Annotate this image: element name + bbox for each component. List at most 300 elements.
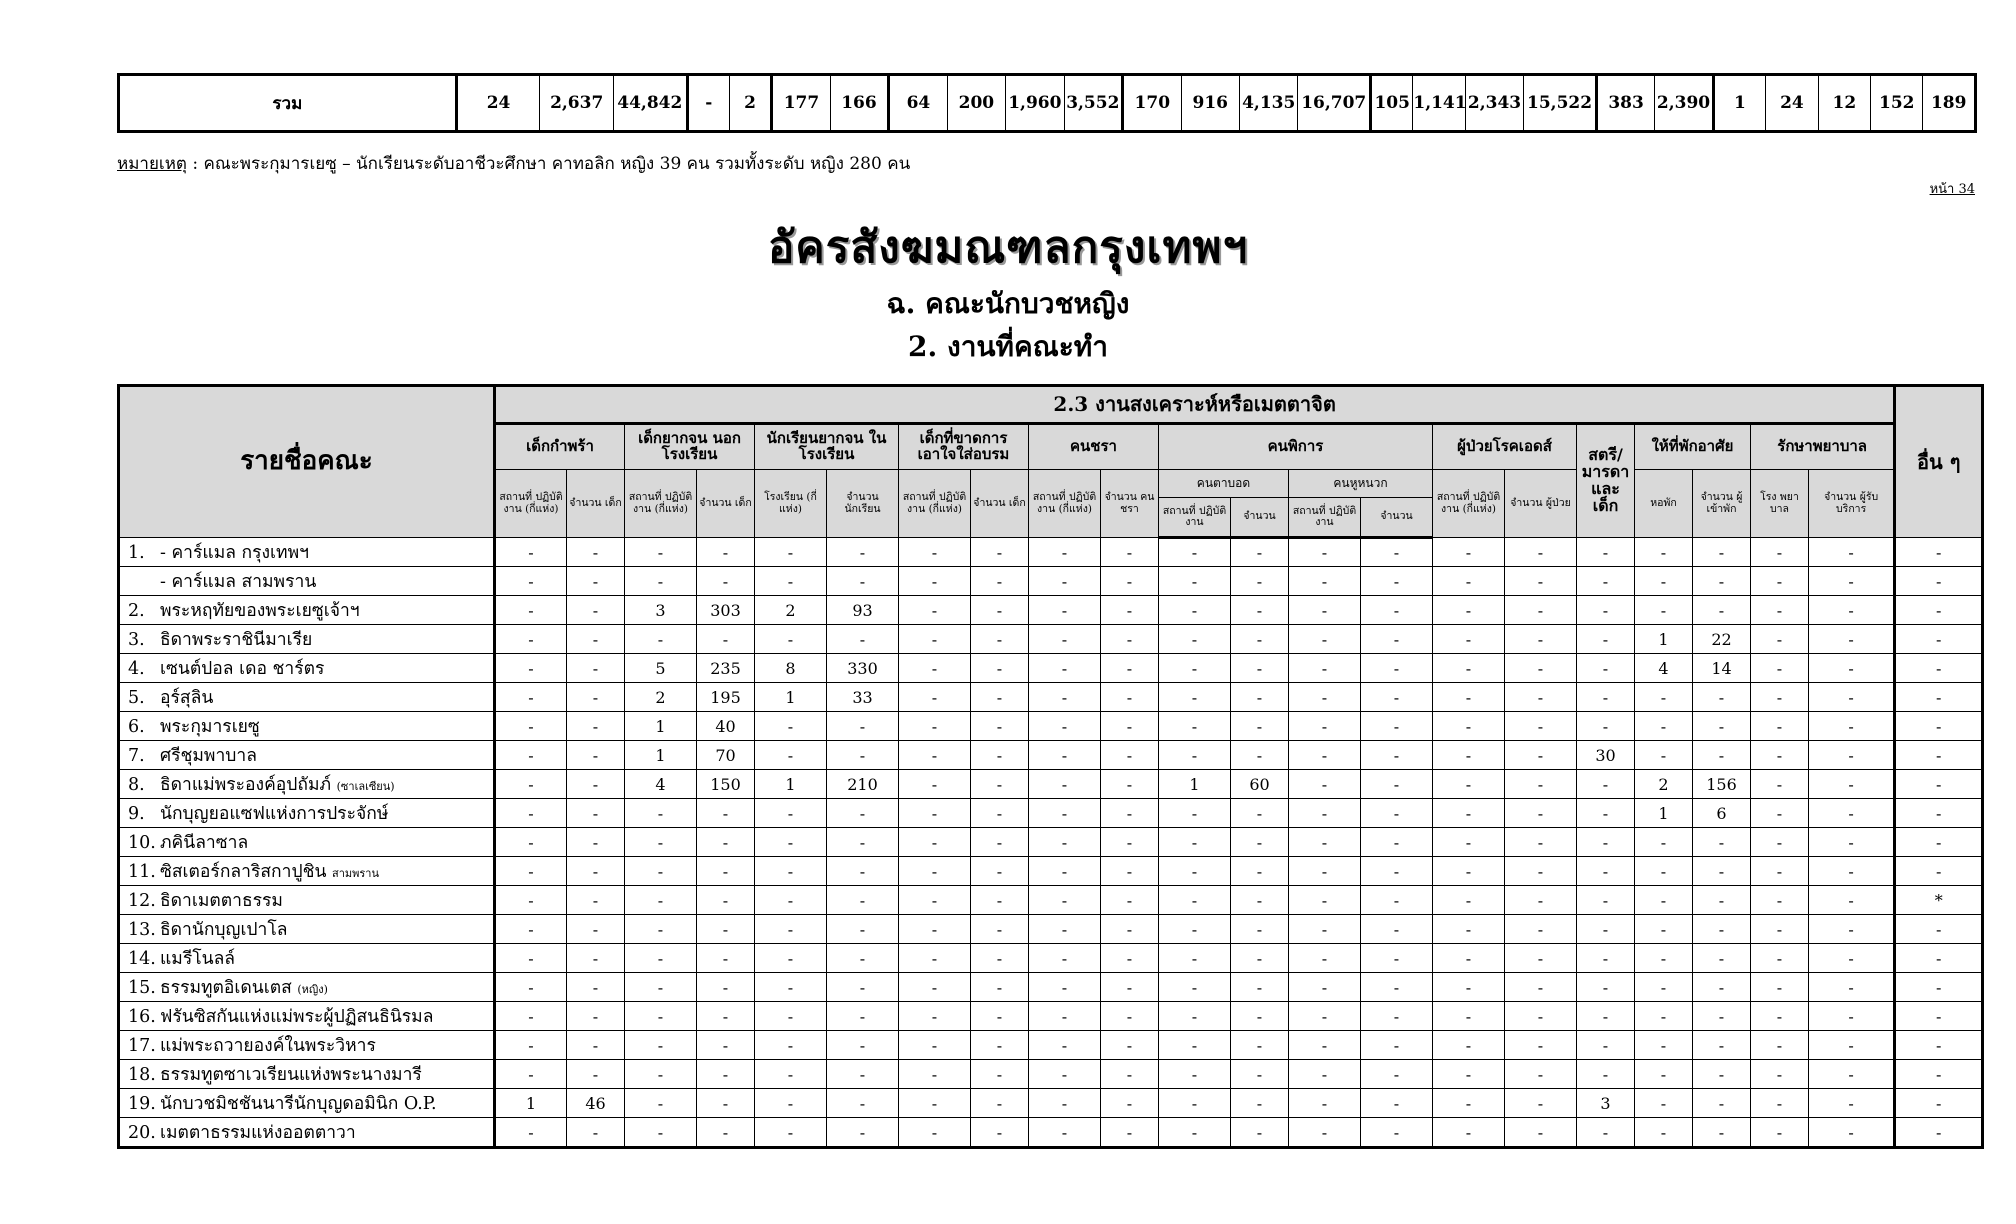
table-cell: - — [1101, 567, 1159, 596]
sub-count: จำนวน — [1361, 498, 1433, 538]
table-cell: - — [1635, 683, 1693, 712]
congregation-name-text: ศรีชุมพาบาล — [160, 746, 257, 766]
totals-value: 24 — [1766, 75, 1818, 132]
table-cell: - — [567, 828, 625, 857]
table-cell: - — [697, 973, 755, 1002]
table-row — [119, 973, 1983, 1002]
table-cell: - — [1809, 1002, 1895, 1031]
table-cell: - — [495, 741, 567, 770]
other-column-header: อื่น ๆ — [1895, 386, 1983, 538]
table-cell: - — [697, 1060, 755, 1089]
table-cell: - — [1433, 886, 1505, 915]
table-body — [119, 538, 1983, 1148]
table-cell: - — [1101, 741, 1159, 770]
table-cell: - — [1433, 857, 1505, 886]
table-row — [119, 1002, 1983, 1031]
totals-value: 3,552 — [1064, 75, 1122, 132]
table-cell: - — [971, 538, 1029, 567]
table-cell: - — [1029, 944, 1101, 973]
table-cell: - — [1101, 857, 1159, 886]
table-cell: 70 — [697, 741, 755, 770]
table-cell: - — [1433, 654, 1505, 683]
table-cell: - — [1101, 1002, 1159, 1031]
table-cell: - — [567, 799, 625, 828]
table-cell: - — [495, 683, 567, 712]
table-cell: - — [1693, 538, 1751, 567]
table-cell: - — [567, 886, 625, 915]
table-cell: - — [1751, 596, 1809, 625]
table-cell: 14 — [1693, 654, 1751, 683]
congregation-name — [119, 683, 495, 712]
table-row — [119, 944, 1983, 973]
table-cell: - — [1159, 886, 1231, 915]
table-cell: - — [1505, 770, 1577, 799]
table-cell: - — [755, 799, 827, 828]
table-cell: - — [1231, 567, 1289, 596]
table-cell: 4 — [1635, 654, 1693, 683]
table-row — [119, 596, 1983, 625]
table-cell: - — [1577, 712, 1635, 741]
table-cell: - — [1289, 712, 1361, 741]
table-cell: - — [1289, 886, 1361, 915]
congregation-name-text: ภคินีลาซาล — [160, 833, 249, 853]
table-cell: - — [1433, 683, 1505, 712]
table-cell: - — [1433, 1031, 1505, 1060]
table-cell: - — [1895, 770, 1983, 799]
table-cell: - — [1577, 915, 1635, 944]
table-cell: - — [1101, 944, 1159, 973]
table-cell: - — [1751, 712, 1809, 741]
table-cell: - — [1895, 567, 1983, 596]
table-cell: - — [827, 1089, 899, 1118]
table-cell: 1 — [755, 770, 827, 799]
table-cell: - — [1361, 799, 1433, 828]
table-cell: - — [971, 915, 1029, 944]
table-cell: 210 — [827, 770, 899, 799]
table-cell: - — [971, 886, 1029, 915]
table-cell: - — [755, 1118, 827, 1148]
row-number: 20. — [128, 1123, 156, 1143]
table-cell: - — [1505, 596, 1577, 625]
table-cell: - — [1231, 712, 1289, 741]
table-cell: - — [971, 1002, 1029, 1031]
table-cell: - — [827, 625, 899, 654]
table-row — [119, 799, 1983, 828]
table-cell: - — [625, 886, 697, 915]
table-cell: - — [1693, 1118, 1751, 1148]
table-cell: - — [495, 1002, 567, 1031]
table-cell: - — [1895, 741, 1983, 770]
table-cell: - — [495, 567, 567, 596]
table-cell: - — [1101, 973, 1159, 1002]
table-cell: - — [1361, 857, 1433, 886]
table-cell: - — [1635, 973, 1693, 1002]
table-cell: - — [1895, 683, 1983, 712]
sub-children: จำนวน เด็ก — [567, 470, 625, 538]
table-cell: - — [567, 915, 625, 944]
table-cell: - — [755, 1031, 827, 1060]
totals-value: 2,390 — [1655, 75, 1713, 132]
table-cell: - — [1361, 654, 1433, 683]
group-women-children: สตรี/ มารดา และ เด็ก — [1577, 424, 1635, 538]
table-cell: - — [1101, 625, 1159, 654]
table-cell: - — [899, 538, 971, 567]
table-cell: - — [971, 567, 1029, 596]
table-cell: - — [1433, 1002, 1505, 1031]
table-cell: - — [755, 915, 827, 944]
congregation-name-note: (ซาเลเซียน) — [336, 780, 395, 793]
table-cell: - — [1751, 567, 1809, 596]
table-cell: - — [1231, 683, 1289, 712]
table-cell: - — [697, 567, 755, 596]
table-cell: - — [1577, 625, 1635, 654]
table-cell: - — [1231, 828, 1289, 857]
table-cell: - — [1289, 1002, 1361, 1031]
table-cell: - — [1159, 1002, 1231, 1031]
congregation-name — [119, 712, 495, 741]
table-cell: - — [567, 625, 625, 654]
table-cell: - — [1289, 596, 1361, 625]
table-cell: - — [1029, 1002, 1101, 1031]
sub-places: สถานที่ ปฏิบัติงาน (กี่แห่ง) — [1029, 470, 1101, 538]
table-cell: - — [1577, 886, 1635, 915]
table-cell: - — [1361, 973, 1433, 1002]
table-cell: - — [1809, 944, 1895, 973]
table-cell: - — [1635, 567, 1693, 596]
row-number: 8. — [128, 775, 145, 795]
table-cell: - — [697, 1089, 755, 1118]
table-cell: - — [1433, 1118, 1505, 1148]
table-cell: 1 — [755, 683, 827, 712]
table-cell: - — [1505, 712, 1577, 741]
table-cell: 195 — [697, 683, 755, 712]
table-cell: - — [1231, 944, 1289, 973]
table-cell: - — [899, 1118, 971, 1148]
congregation-name-text: ธรรมทูตซาเวเรียนแห่งพระนางมารี — [160, 1065, 422, 1085]
table-cell: - — [1289, 857, 1361, 886]
table-cell: - — [971, 1118, 1029, 1148]
table-cell: - — [899, 1060, 971, 1089]
table-cell: - — [1895, 654, 1983, 683]
totals-row — [119, 75, 1976, 132]
table-cell: - — [1895, 596, 1983, 625]
table-cell: - — [1231, 1089, 1289, 1118]
table-cell: - — [495, 712, 567, 741]
table-cell: - — [1577, 973, 1635, 1002]
table-cell: - — [1029, 538, 1101, 567]
sub-children: จำนวน เด็ก — [971, 470, 1029, 538]
table-cell: - — [1809, 1089, 1895, 1118]
table-cell: - — [697, 538, 755, 567]
table-row — [119, 625, 1983, 654]
table-cell: - — [1895, 1031, 1983, 1060]
table-cell: - — [1577, 770, 1635, 799]
table-cell: - — [1809, 741, 1895, 770]
congregation-name-text: ธิดานักบุญเปาโล — [160, 920, 288, 940]
table-cell: - — [1635, 1031, 1693, 1060]
congregation-name-text: เซนต์ปอล เดอ ชาร์ตร — [160, 659, 325, 679]
table-cell: - — [1101, 799, 1159, 828]
table-cell: - — [899, 915, 971, 944]
table-cell: - — [1159, 538, 1231, 567]
table-cell: - — [899, 625, 971, 654]
table-cell: - — [495, 625, 567, 654]
table-cell: - — [1505, 625, 1577, 654]
table-cell: - — [1895, 1118, 1983, 1148]
table-cell: - — [697, 886, 755, 915]
table-cell: - — [1029, 828, 1101, 857]
table-cell: - — [1505, 886, 1577, 915]
table-cell: - — [1693, 1060, 1751, 1089]
table-cell: - — [1809, 712, 1895, 741]
row-number: 5. — [128, 688, 145, 708]
table-cell: 30 — [1577, 741, 1635, 770]
table-cell: - — [1159, 1031, 1231, 1060]
table-cell: 46 — [567, 1089, 625, 1118]
row-number: 17. — [128, 1036, 156, 1056]
congregation-name — [119, 1089, 495, 1118]
table-cell: - — [1693, 1089, 1751, 1118]
table-cell: - — [755, 625, 827, 654]
table-cell: - — [899, 857, 971, 886]
table-cell: - — [827, 886, 899, 915]
section-header: 2.3 งานสงเคราะห์หรือเมตตาจิต — [495, 386, 1895, 424]
table-cell: 8 — [755, 654, 827, 683]
totals-table — [117, 73, 1977, 133]
congregation-name-text: ธรรมทูตอิเดนเตส — [160, 978, 298, 998]
table-cell: 4 — [625, 770, 697, 799]
totals-value: 4,135 — [1239, 75, 1297, 132]
table-cell: - — [1693, 1002, 1751, 1031]
table-cell: - — [1029, 1118, 1101, 1148]
table-cell: - — [1433, 625, 1505, 654]
table-cell: - — [1361, 596, 1433, 625]
table-cell: - — [1635, 828, 1693, 857]
table-cell: - — [697, 944, 755, 973]
table-cell: - — [495, 654, 567, 683]
table-cell: - — [1101, 1118, 1159, 1148]
table-cell: - — [1289, 799, 1361, 828]
table-cell: - — [1433, 828, 1505, 857]
table-cell: - — [1101, 1060, 1159, 1089]
table-cell: - — [1361, 1118, 1433, 1148]
table-cell: - — [1505, 915, 1577, 944]
table-cell: - — [1751, 944, 1809, 973]
table-cell: 3 — [1577, 1089, 1635, 1118]
congregation-name — [119, 828, 495, 857]
table-row — [119, 828, 1983, 857]
table-cell: - — [899, 944, 971, 973]
sub-schools: โรงเรียน (กี่แห่ง) — [755, 470, 827, 538]
congregation-name-text: พระกุมารเยซู — [160, 717, 260, 737]
totals-value: 44,842 — [613, 75, 687, 132]
table-cell: - — [1751, 973, 1809, 1002]
sub-dorm: หอพัก — [1635, 470, 1693, 538]
table-cell: - — [827, 712, 899, 741]
row-number: 10. — [128, 833, 156, 853]
table-cell: - — [1751, 770, 1809, 799]
totals-value: 383 — [1596, 75, 1654, 132]
table-cell: - — [1809, 1060, 1895, 1089]
table-cell: - — [827, 799, 899, 828]
table-cell: - — [1159, 625, 1231, 654]
row-number: 14. — [128, 949, 156, 969]
table-cell: - — [1433, 538, 1505, 567]
table-row — [119, 538, 1983, 567]
totals-value: 189 — [1923, 75, 1976, 132]
table-cell: - — [1159, 915, 1231, 944]
table-cell: - — [1505, 944, 1577, 973]
table-cell: - — [1361, 712, 1433, 741]
totals-value: 166 — [830, 75, 888, 132]
table-cell: - — [1635, 1089, 1693, 1118]
table-cell: - — [1231, 857, 1289, 886]
table-cell: - — [1029, 712, 1101, 741]
table-cell: - — [899, 683, 971, 712]
table-cell: - — [1505, 1031, 1577, 1060]
table-cell: - — [1289, 1118, 1361, 1148]
table-cell: - — [755, 538, 827, 567]
table-cell: - — [1361, 741, 1433, 770]
row-number: 6. — [128, 717, 145, 737]
table-cell: - — [1809, 1031, 1895, 1060]
congregation-name — [119, 1002, 495, 1031]
table-cell: - — [1101, 683, 1159, 712]
table-cell: - — [971, 654, 1029, 683]
table-cell: - — [1895, 857, 1983, 886]
sub-places: สถานที่ ปฏิบัติงาน (กี่แห่ง) — [495, 470, 567, 538]
table-cell: - — [1809, 567, 1895, 596]
footnote-text: : คณะพระกุมารเยซู – นักเรียนระดับอาชีวะศึกษา คาทอลิก หญิง 39 คน รวมทั้งระดับ หญิง 280 คน — [186, 154, 911, 174]
table-cell: - — [755, 1060, 827, 1089]
table-cell: - — [1159, 857, 1231, 886]
table-cell: - — [1029, 1060, 1101, 1089]
totals-value: - — [687, 75, 729, 132]
table-cell: - — [567, 944, 625, 973]
table-cell: - — [1505, 1060, 1577, 1089]
table-cell: - — [827, 857, 899, 886]
table-cell: - — [495, 857, 567, 886]
table-cell: - — [1693, 741, 1751, 770]
table-cell: - — [1029, 973, 1101, 1002]
table-cell: - — [1895, 625, 1983, 654]
table-cell: 1 — [1635, 799, 1693, 828]
congregation-name — [119, 944, 495, 973]
table-cell: - — [1361, 828, 1433, 857]
table-cell: - — [1101, 886, 1159, 915]
totals-value: 177 — [772, 75, 830, 132]
table-cell: 2 — [755, 596, 827, 625]
table-cell: - — [1895, 944, 1983, 973]
group-shelter: ให้ที่พักอาศัย — [1635, 424, 1751, 470]
subgroup-deaf: คนหูหนวก — [1289, 470, 1433, 498]
congregation-name — [119, 567, 495, 596]
table-cell: - — [1505, 1118, 1577, 1148]
table-cell: - — [971, 857, 1029, 886]
table-cell: - — [1361, 886, 1433, 915]
table-cell: 2 — [625, 683, 697, 712]
table-cell: - — [971, 712, 1029, 741]
table-cell: - — [1029, 625, 1101, 654]
table-cell: - — [495, 915, 567, 944]
group-poor-in-school: นักเรียนยากจน ในโรงเรียน — [755, 424, 899, 470]
totals-label: รวม — [119, 75, 457, 132]
table-cell: 1 — [1159, 770, 1231, 799]
table-cell: 1 — [1635, 625, 1693, 654]
table-row — [119, 654, 1983, 683]
table-cell: - — [625, 625, 697, 654]
table-cell: - — [755, 886, 827, 915]
table-cell: - — [1231, 1002, 1289, 1031]
table-cell: - — [899, 654, 971, 683]
row-number: 2. — [128, 601, 145, 621]
table-cell: - — [1693, 915, 1751, 944]
sub-patients: จำนวน ผู้ป่วย — [1505, 470, 1577, 538]
sub-residents: จำนวน ผู้เข้าพัก — [1693, 470, 1751, 538]
table-cell: - — [495, 770, 567, 799]
table-cell: - — [1505, 973, 1577, 1002]
table-cell: - — [1693, 683, 1751, 712]
table-cell: - — [1361, 944, 1433, 973]
table-cell: - — [1231, 741, 1289, 770]
table-cell: - — [1693, 596, 1751, 625]
table-cell: - — [495, 799, 567, 828]
table-cell: - — [1751, 915, 1809, 944]
table-cell: - — [1433, 567, 1505, 596]
table-cell: - — [625, 857, 697, 886]
table-cell: - — [1101, 915, 1159, 944]
table-cell: - — [567, 741, 625, 770]
table-cell: - — [567, 654, 625, 683]
totals-value: 2,343 — [1465, 75, 1523, 132]
table-cell: - — [1361, 915, 1433, 944]
congregation-name — [119, 741, 495, 770]
table-cell: - — [755, 944, 827, 973]
row-number: 1. — [128, 543, 145, 563]
row-number: 15. — [128, 978, 156, 998]
table-cell: - — [971, 683, 1029, 712]
table-cell: - — [1029, 915, 1101, 944]
table-cell: - — [1101, 538, 1159, 567]
congregation-name-text: - คาร์แมล กรุงเทพฯ — [160, 543, 309, 563]
table-cell: * — [1895, 886, 1983, 915]
table-cell: 6 — [1693, 799, 1751, 828]
table-cell: - — [971, 1089, 1029, 1118]
table-cell: - — [1159, 828, 1231, 857]
table-cell: - — [1693, 712, 1751, 741]
table-cell: - — [1029, 741, 1101, 770]
table-cell: - — [1635, 538, 1693, 567]
table-cell: - — [1433, 741, 1505, 770]
table-cell: - — [1159, 1060, 1231, 1089]
table-cell: - — [1433, 596, 1505, 625]
table-cell: - — [827, 915, 899, 944]
table-cell: - — [1231, 886, 1289, 915]
table-cell: - — [1635, 741, 1693, 770]
row-number: 4. — [128, 659, 145, 679]
table-cell: - — [899, 1031, 971, 1060]
table-cell: - — [1101, 596, 1159, 625]
table-cell: - — [1505, 1089, 1577, 1118]
group-neglected: เด็กที่ขาดการ เอาใจใส่อบรม — [899, 424, 1029, 470]
footnote-label: หมายเหตุ — [117, 154, 187, 174]
table-cell: - — [1635, 712, 1693, 741]
table-cell: - — [1159, 799, 1231, 828]
page-title: อัครสังฆมณฑลกรุงเทพฯ — [767, 222, 1249, 273]
congregation-name-text: ฟรันซิสกันแห่งแม่พระผู้ปฏิสนธินิรมล — [160, 1007, 434, 1027]
table-cell: - — [1159, 1118, 1231, 1148]
table-cell: 22 — [1693, 625, 1751, 654]
